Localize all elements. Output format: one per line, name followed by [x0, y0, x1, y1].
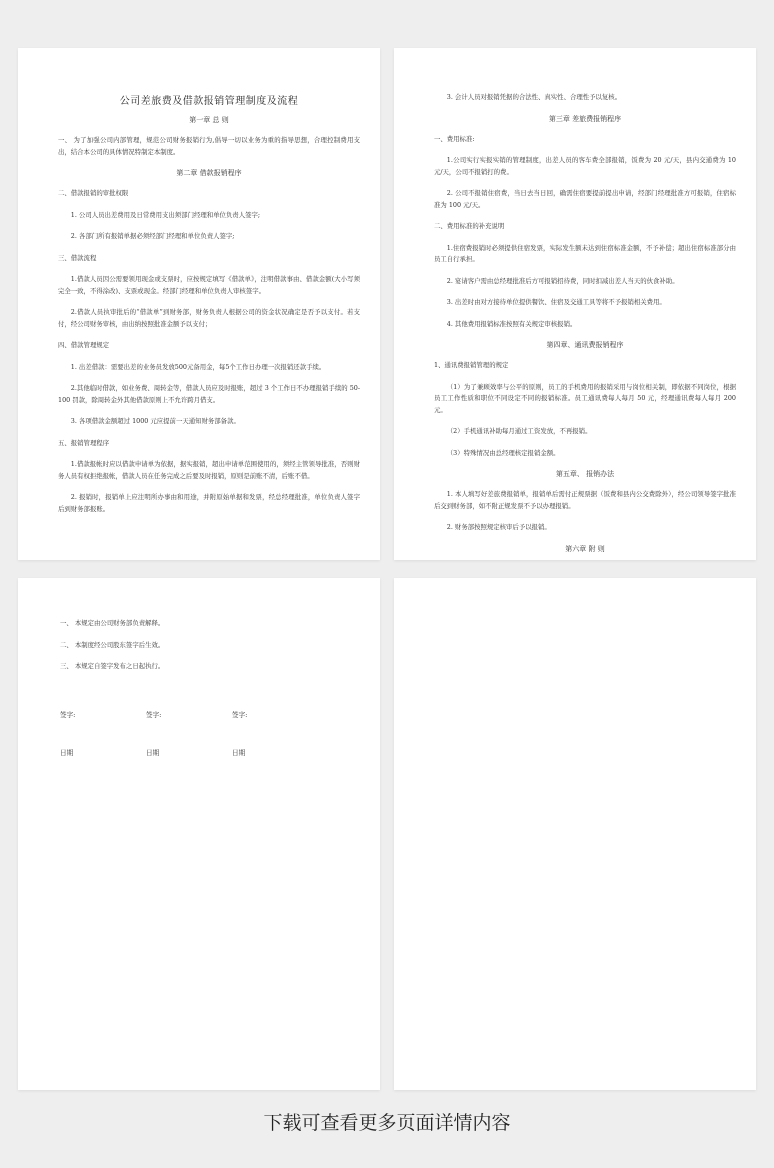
paragraph: 三、 本规定自签字发布之日起执行。: [60, 662, 165, 670]
document-page-4: [394, 578, 756, 1090]
paragraph: 1.借款报帐时应以借款申请单为依据，据实报销，超出申请单范围使用的，须经主管领导批准，否则财务人员有权拒绝报帐，借款人员在任务完成之后要及时报销，原则是前账不清，后账不借。: [58, 460, 360, 480]
paragraph: 2. 报销时，报销单上应注明所办事由和用途，并附原始单据和发票，经总经理批准，单位负责人签字后到财务部报账。: [58, 493, 360, 513]
chapter-heading: 第二章 借款报销程序: [176, 169, 242, 177]
paragraph: 3. 会计人员对报销凭据的合法性、真实性、合理性予以复核。: [446, 93, 622, 101]
section-heading: 四、借款管理规定: [58, 341, 110, 349]
document-page-1: [18, 48, 380, 560]
paragraph: 2.其他临时借款，如业务费、周转金等，借款人员应及时报账，超过 3 个工作日不办理报销手续的 50-100 罚款，除周转金外其他借款原则上不允许跨月借支。: [58, 384, 360, 404]
paragraph: （3）特殊情况由总经理核定报销金额。: [446, 448, 560, 457]
paragraph: 1. 公司人员出差费用及日常费用支出须部门经理和单位负责人签字;: [70, 210, 261, 219]
paragraph: 2. 各部门所有报销单据必须经部门经理和单位负责人签字;: [70, 232, 235, 240]
paragraph: 1.公司实行实报实销的管理制度，出差人员的客车费全部报销，饭费为 20 元/天，县内交通费为 10 元/天，公司不报销打的费。: [434, 156, 736, 176]
document-title: 公司差旅费及借款报销管理制度及流程: [119, 96, 299, 107]
paragraph: 2. 财务部按照规定核审后予以报销。: [446, 523, 551, 531]
signature-label: 签字:: [60, 710, 76, 719]
paragraph: 2.借款人员执审批后的“借款单”到财务部，财务负责人根据公司的资金状况确定是否予以支付。若支付，经公司财务审核，由出纳按照批准金额予以支付；: [58, 308, 360, 328]
paragraph: 1.住宿费报销时必须提供住宿发票，实际发生额未达到住宿标准金额，不予补偿；超出住宿标准部分由员工自行承担。: [434, 243, 736, 263]
signature-label: 签字:: [232, 710, 248, 719]
date-label: 日期: [60, 748, 74, 757]
section-heading: 二、借款报销的审批权限: [58, 189, 129, 197]
section-heading: 1、通讯费报销管理的规定: [434, 361, 509, 369]
section-heading: 二、费用标准的补充说明: [434, 222, 505, 230]
section-heading: 一、费用标准:: [434, 134, 475, 143]
paragraph: 1.借款人员因公需要领用现金或支票时，应按规定填写《借款单》，注明借款事由、借款金额(大小写须完全一致，不得涂改)、支票或现金。经部门经理和单位负责人审核签字。: [58, 275, 360, 295]
paragraph: 3. 各项借款金额超过 1000 元应提前一天通知财务部备款。: [70, 417, 240, 425]
signature-label: 签字:: [146, 710, 162, 719]
section-heading: 五、报销管理程序: [58, 438, 110, 447]
date-label: 日期: [146, 748, 160, 757]
paragraph: 4. 其他费用报销标准按照有关规定审核报销。: [446, 319, 577, 328]
document-page-2: [394, 48, 756, 560]
chapter-heading: 第六章 附 则: [565, 544, 605, 553]
paragraph: 1. 本人填写好差旅费报销单，报销单后需付正规票据（饭费和县内公交费除外），经公司领导签字批准后交到财务部，如不附正规发票不予以办理报销。: [434, 490, 736, 510]
chapter-heading: 第一章 总 则: [189, 116, 229, 124]
chapter-heading: 第三章 差旅费报销程序: [548, 114, 622, 123]
paragraph: 3. 出差时由对方接待单位提供餐饮、住宿及交通工具等将不予报销相关费用。: [446, 298, 666, 306]
date-row: [60, 747, 360, 757]
chapter-heading: 第五章、 报销办法: [555, 470, 615, 478]
document-page-3: [18, 578, 380, 1090]
paragraph: （1）为了兼顾效率与公平的原则，员工的手机费用的报销采用与岗位相关制，即依据不同岗位，根据员工工作性质和职位不同设定不同的报销标准。员工通讯费每人每月 50 元，经理通讯费每人每月 200 元。: [434, 382, 736, 414]
signature-row: [60, 709, 360, 719]
section-heading: 三、借款流程: [58, 253, 97, 262]
paragraph: 二、 本制度经公司股东签字后生效。: [60, 640, 165, 649]
paragraph: 2. 宴请客户需由总经理批准后方可报销招待费，同时扣减出差人当天的伙食补助。: [446, 276, 679, 285]
download-more-caption: 下载可查看更多页面详情内容: [263, 1112, 511, 1134]
paragraph: 2. 公司不报销住宿费，当日去当日回，确需住宿要提前提出申请，经部门经理批准方可报销，住宿标准为 100 元/天。: [434, 189, 736, 209]
paragraph: 一、 本规定由公司财务部负责解释。: [60, 619, 165, 627]
paragraph: 1. 出差借款：需要出差的业务员发放500元备用金，每5个工作日办理一次报销还款手续。: [70, 362, 326, 371]
chapter-heading: 第四章、通讯费报销程序: [546, 341, 624, 349]
date-label: 日期: [232, 748, 246, 757]
paragraph: （2）手机通讯补助每月通过工资发放，不再报销。: [446, 427, 592, 435]
paragraph: 一、 为了加强公司内部管理，规范公司财务报销行为,倡导一切以业务为重的指导思想，合理控制费用支出，结合本公司的具体情况特制定本制度。: [58, 136, 360, 156]
